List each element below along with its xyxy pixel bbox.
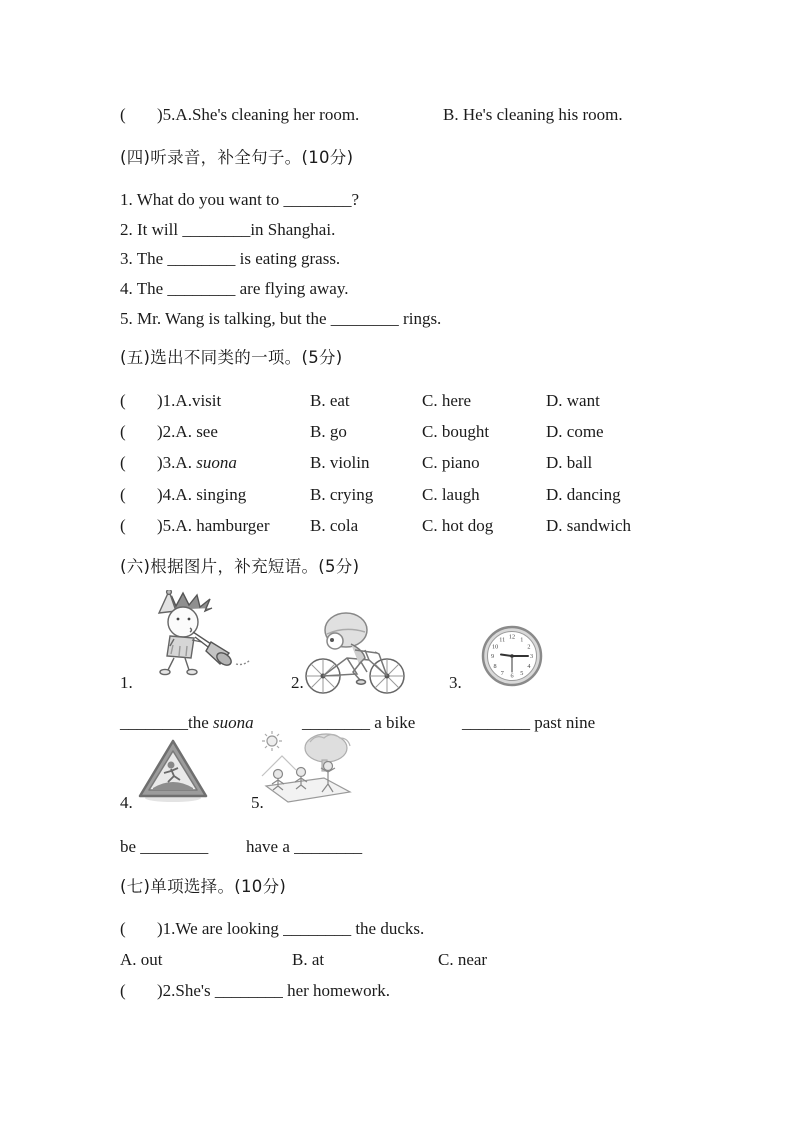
answer-paren: ( <box>120 453 126 472</box>
picnic-image <box>258 728 356 808</box>
answer-paren: ( <box>120 422 126 441</box>
option-b: B. cola <box>310 516 359 535</box>
svg-text:10: 10 <box>492 643 499 651</box>
option-b: B. at <box>292 950 325 969</box>
section4-question-3: 3. The ________ is eating grass. <box>120 249 341 268</box>
option-b: B. crying <box>310 485 374 504</box>
item-label-1: 1. <box>120 673 133 692</box>
answer-paren: ( <box>120 391 126 410</box>
item-label-5: 5. <box>251 793 264 812</box>
option-d: D. sandwich <box>546 516 631 535</box>
listening-q5-option-b: B. He's cleaning his room. <box>443 105 623 124</box>
section4-heading: (四)听录音，补全句子。(10分) <box>120 148 354 167</box>
option-c: C. here <box>422 391 472 410</box>
option-a: )4.A. singing <box>157 485 247 504</box>
option-d: D. ball <box>546 453 593 472</box>
svg-text:9: 9 <box>490 653 495 661</box>
option-c: C. hot dog <box>422 516 494 535</box>
option-d: D. dancing <box>546 485 621 504</box>
option-b: B. violin <box>310 453 370 472</box>
section6-heading: (六)根据图片，补充短语。(5分) <box>120 557 360 576</box>
phrase-5: have a ________ <box>246 837 363 856</box>
option-a: )3.A. suona <box>157 453 237 472</box>
item-label-2: 2. <box>291 673 304 692</box>
warning-sign-image <box>136 738 210 804</box>
svg-text:1: 1 <box>520 636 524 644</box>
svg-text:3: 3 <box>529 653 534 661</box>
section5-heading: (五)选出不同类的一项。(5分) <box>120 348 343 367</box>
svg-text:5: 5 <box>520 670 524 678</box>
phrase-3: ________ past nine <box>462 713 596 732</box>
item-label-3: 3. <box>449 673 462 692</box>
section4-question-5: 5. Mr. Wang is talking, but the ________ rings. <box>120 309 442 328</box>
option-a: A. out <box>120 950 163 969</box>
item-label-4: 4. <box>120 793 133 812</box>
bike-rider-image <box>297 608 415 698</box>
option-a: )2.A. see <box>157 422 218 441</box>
section7-q2-text: )2.She's ________ her homework. <box>157 981 391 1000</box>
option-d: D. come <box>546 422 604 441</box>
answer-paren: ( <box>120 516 126 535</box>
clock-image <box>480 621 544 691</box>
svg-text:7: 7 <box>500 670 504 678</box>
svg-text:6: 6 <box>510 672 514 680</box>
phrase-2: ________ a bike <box>302 713 416 732</box>
section7-q1-text: )1.We are looking ________ the ducks. <box>157 919 425 938</box>
option-a: )5.A. hamburger <box>157 516 270 535</box>
answer-paren: ( <box>120 981 126 1000</box>
svg-text:12: 12 <box>508 633 516 641</box>
option-c: C. bought <box>422 422 490 441</box>
answer-paren: ( <box>120 919 126 938</box>
option-b: B. eat <box>310 391 350 410</box>
option-d: D. want <box>546 391 600 410</box>
svg-text:8: 8 <box>493 663 497 670</box>
suona-boy-image <box>140 590 272 680</box>
listening-q5-option-a: )5.A.She's cleaning her room. <box>157 105 360 124</box>
option-c: C. piano <box>422 453 480 472</box>
svg-text:4: 4 <box>527 663 531 670</box>
answer-paren: ( <box>120 105 126 124</box>
option-c: C. near <box>438 950 488 969</box>
option-a: )1.A.visit <box>157 391 222 410</box>
section4-question-1: 1. What do you want to ________? <box>120 190 360 209</box>
option-c: C. laugh <box>422 485 480 504</box>
section7-heading: (七)单项选择。(10分) <box>120 877 287 896</box>
svg-text:11: 11 <box>499 636 506 644</box>
section4-question-2: 2. It will ________in Shanghai. <box>120 220 336 239</box>
section4-question-4: 4. The ________ are flying away. <box>120 279 349 298</box>
svg-text:2: 2 <box>527 643 531 651</box>
phrase-1: ________the suona <box>120 713 254 732</box>
answer-paren: ( <box>120 485 126 504</box>
phrase-4: be ________ <box>120 837 209 856</box>
option-b: B. go <box>310 422 347 441</box>
